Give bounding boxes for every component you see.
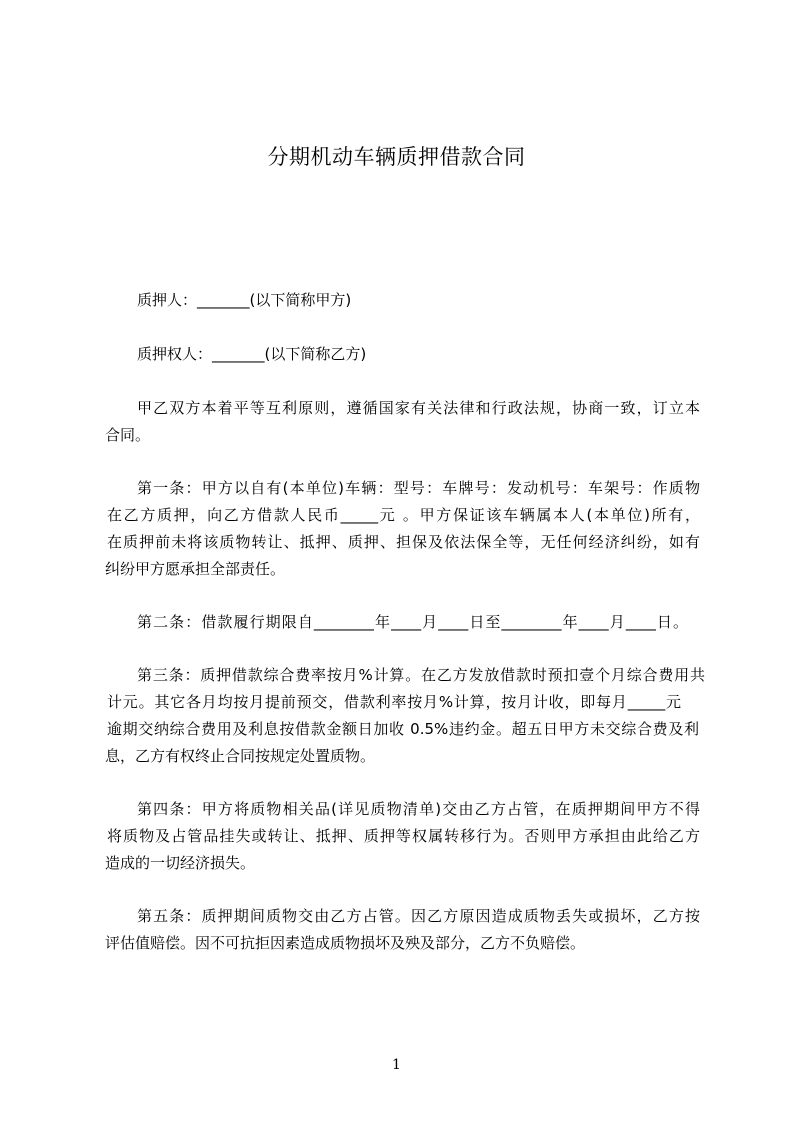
preamble-line: 合同。 bbox=[105, 426, 151, 444]
article-1-line: 在乙方质押，向乙方借款人民币_____元 。甲方保证该车辆属本人(本单位)所有， bbox=[107, 506, 700, 524]
article-4-line: 造成的一切经济损失。 bbox=[105, 854, 256, 872]
article-3-line: 逾期交纳综合费用及利息按借款金额日加收 0.5%违约金。超五日甲方未交综合费及利 bbox=[107, 720, 699, 738]
article-5-line: 评估值赔偿。因不可抗拒因素造成质物损坏及殃及部分，乙方不负赔偿。 bbox=[105, 934, 586, 952]
article-1-line: 纠纷甲方愿承担全部责任。 bbox=[105, 560, 286, 578]
article-5-line: 第五条：质押期间质物交由乙方占管。因乙方原因造成质物丢失或损坏，乙方按 bbox=[137, 907, 700, 925]
article-3-line: 第三条：质押借款综合费率按月%计算。在乙方发放借款时预扣壹个月综合费用共 bbox=[137, 666, 705, 684]
document-title: 分期机动车辆质押借款合同 bbox=[267, 145, 526, 169]
party-a-line: 质押人：_______(以下简称甲方) bbox=[137, 291, 352, 309]
preamble-line: 甲乙双方本着平等互利原则，遵循国家有关法律和行政法规，协商一致，订立本 bbox=[137, 399, 700, 417]
article-2-line: 第二条：借款履行期限自________年____月____日至________年____月____日。 bbox=[137, 613, 688, 631]
article-1-line: 第一条：甲方以自有(本单位)车辆：型号：车牌号：发动机号：车架号：作质物 bbox=[137, 479, 700, 497]
article-3-line: 息，乙方有权终止合同按规定处置质物。 bbox=[105, 747, 376, 765]
article-3-line: 计元。其它各月均按月提前预交，借款利率按月%计算，按月计收，即每月_____元 bbox=[107, 693, 681, 711]
article-4-line: 第四条：甲方将质物相关品(详见质物清单)交由乙方占管，在质押期间甲方不得 bbox=[137, 800, 700, 818]
page-number: 1 bbox=[392, 1057, 401, 1073]
article-1-line: 在质押前未将该质物转让、抵押、质押、担保及依法保全等，无任何经济纠纷，如有 bbox=[107, 533, 700, 551]
party-b-line: 质押权人：_______(以下简称乙方) bbox=[137, 345, 367, 363]
article-4-line: 将质物及占管品挂失或转让、抵押、质押等权属转移行为。否则甲方承担由此给乙方 bbox=[107, 827, 700, 845]
